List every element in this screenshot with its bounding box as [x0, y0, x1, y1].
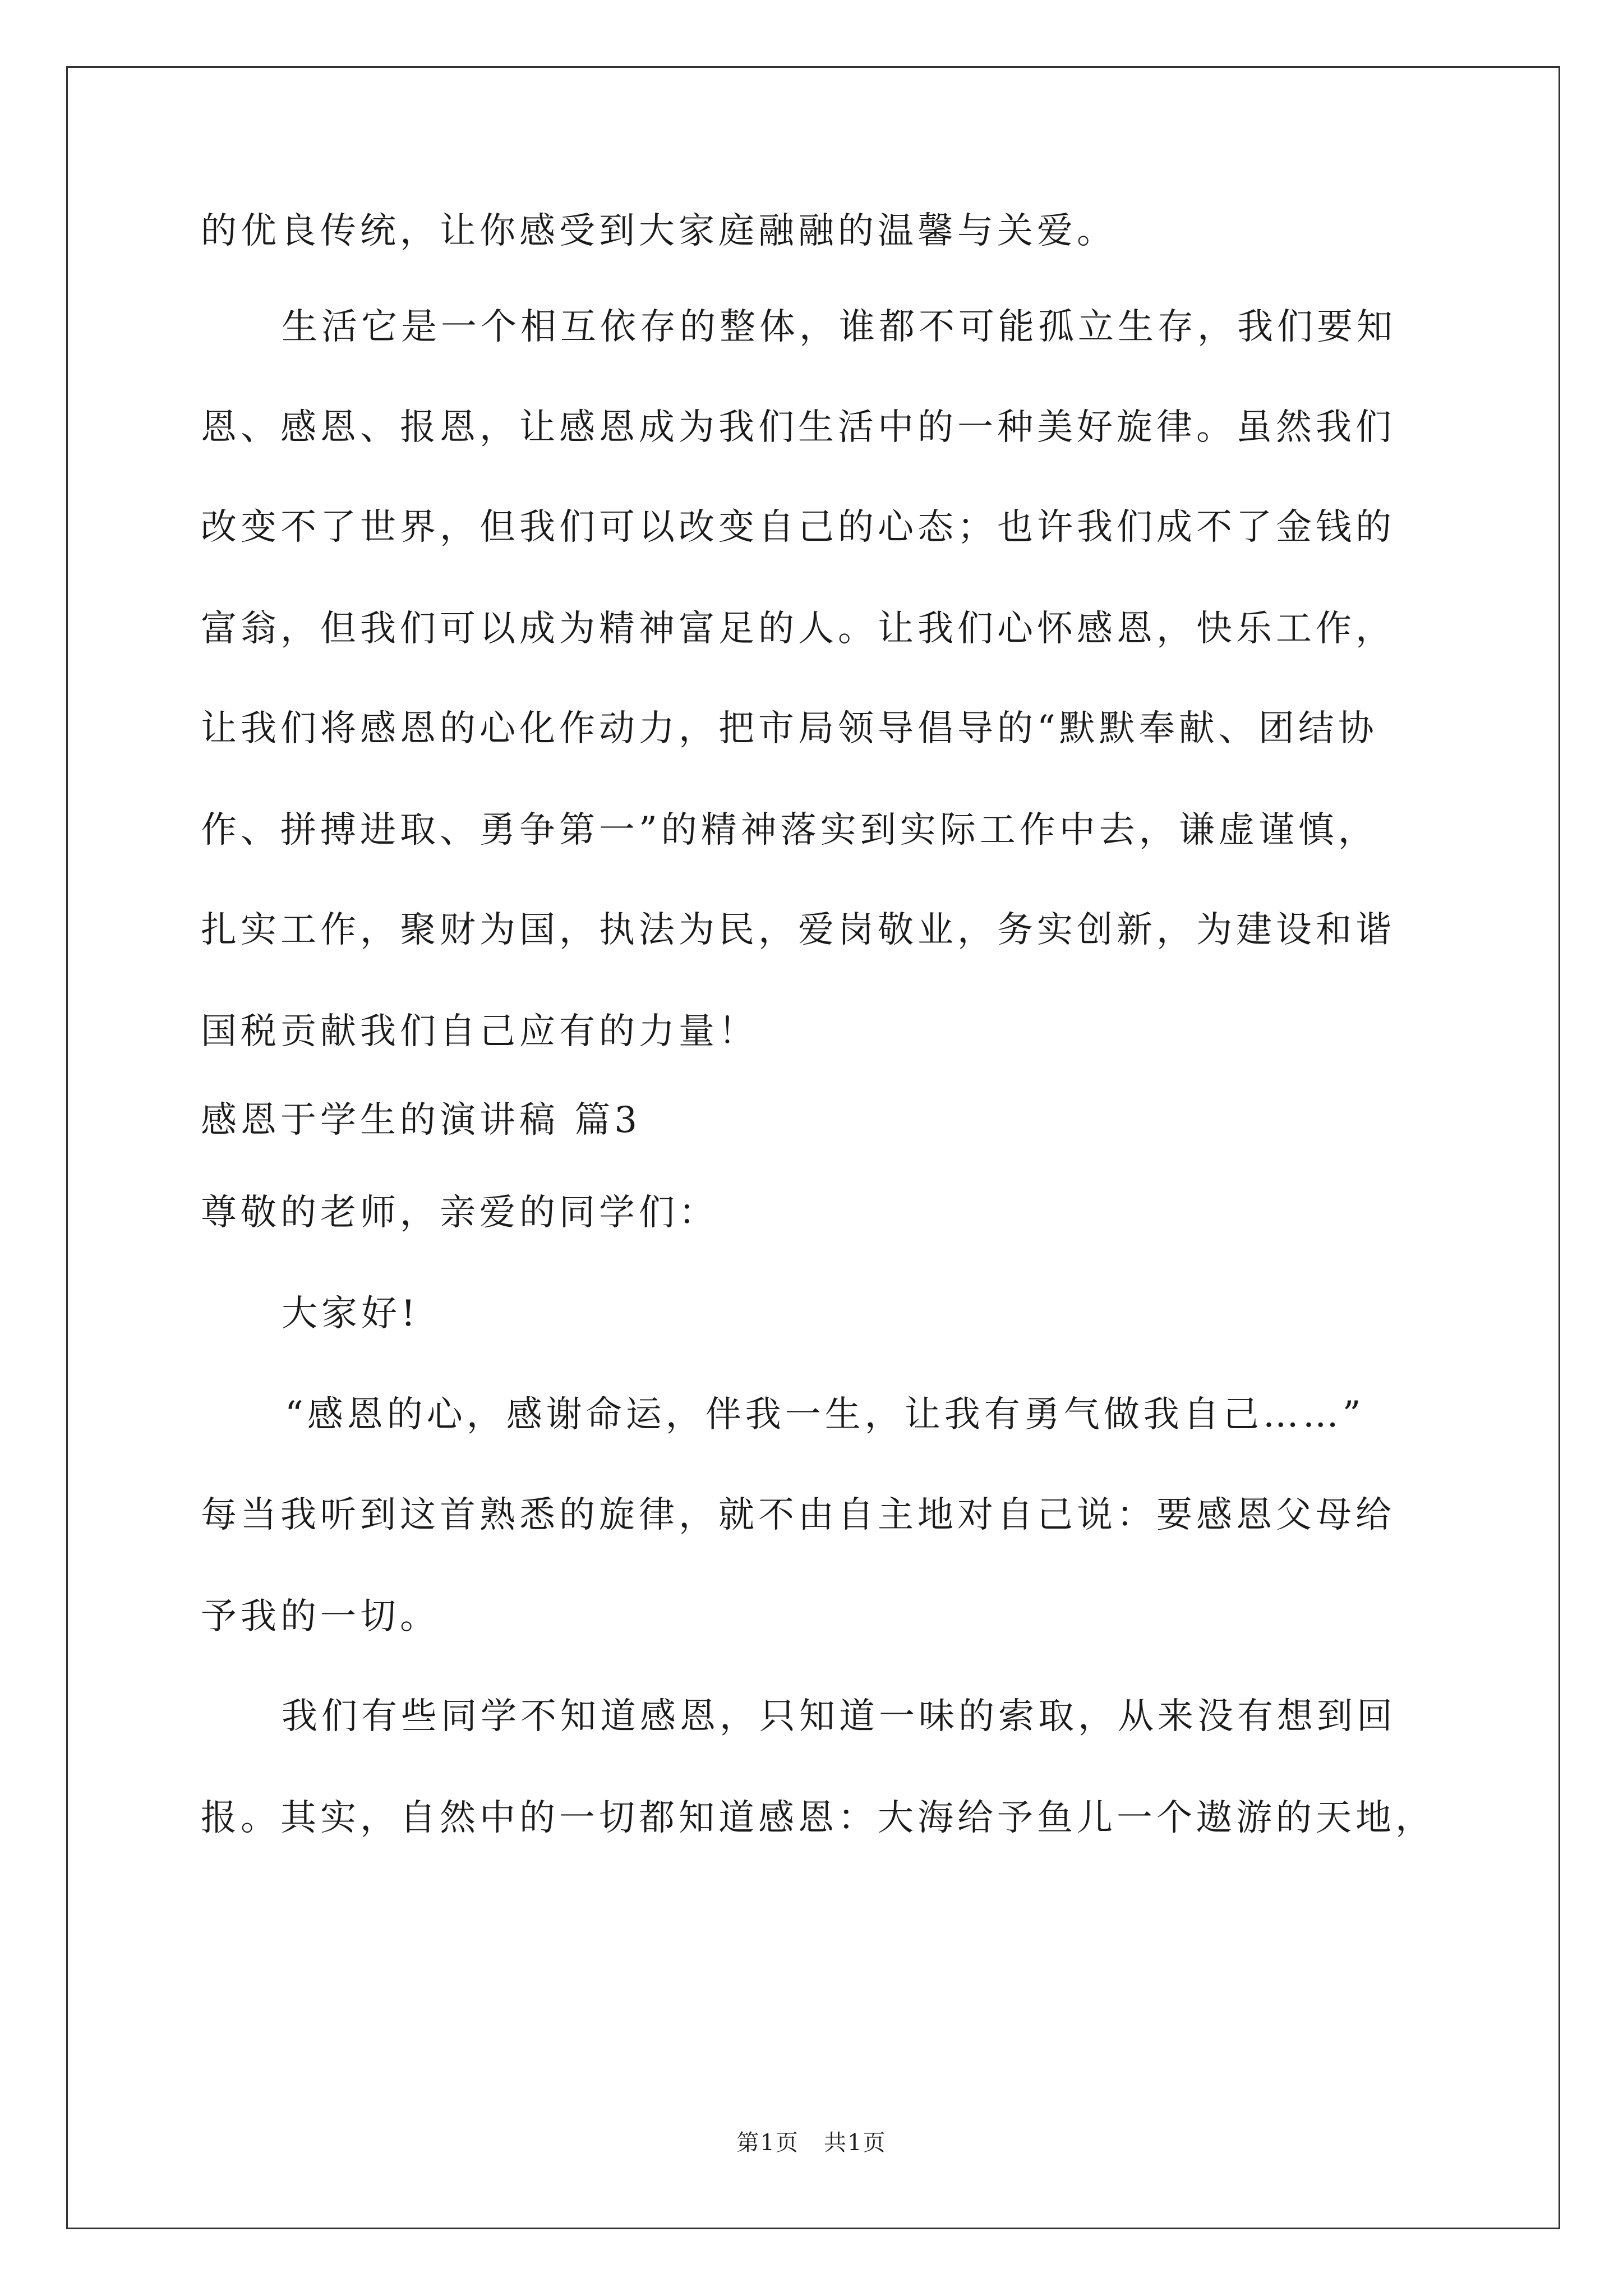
section-heading: 感恩于学生的演讲稿 篇3 [201, 1099, 642, 1141]
paragraph-line: 报。其实，自然中的一切都知道感恩：大海给予鱼儿一个遨游的天地， [201, 1797, 1435, 1839]
paragraph-line: 恩、感恩、报恩，让感恩成为我们生活中的一种美好旋律。虽然我们 [201, 407, 1395, 448]
salutation: 尊敬的老师，亲爱的同学们： [201, 1192, 718, 1234]
paragraph-line: 生活它是一个相互依存的整体，谁都不可能孤立生存，我们要知 [282, 306, 1396, 348]
paragraph-line: 扎实工作，聚财为国，执法为民，爱岗敬业，务实创新，为建设和谐 [201, 909, 1395, 951]
paragraph-line: 让我们将感恩的心化作动力，把市局领导倡导的“默默奉献、团结协 [201, 708, 1378, 749]
paragraph-line: 国税贡献我们自己应有的力量！ [201, 1011, 758, 1052]
page-footer: 第1页 共1页 [736, 2130, 887, 2156]
paragraph-line: 我们有些同学不知道感恩，只知道一味的索取，从来没有想到回 [282, 1696, 1396, 1737]
page-border [66, 66, 1560, 2229]
paragraph-line: 改变不了世界，但我们可以改变自己的心态；也许我们成不了金钱的 [201, 507, 1395, 548]
paragraph-line: 富翁，但我们可以成为精神富足的人。让我们心怀感恩，快乐工作， [201, 608, 1395, 650]
greeting: 大家好! [282, 1293, 419, 1335]
paragraph-line: 予我的一切。 [201, 1596, 440, 1637]
paragraph-line: 每当我听到这首熟悉的旋律，就不由自主地对自己说：要感恩父母给 [201, 1494, 1395, 1536]
quote-line: “感恩的心，感谢命运，伴我一生，让我有勇气做我自己……” [285, 1394, 1365, 1435]
paragraph-line: 作、拼搏进取、勇争第一”的精神落实到实际工作中去，谦虚谨慎， [201, 809, 1378, 851]
paragraph-line: 的优良传统，让你感受到大家庭融融的温馨与关爱。 [201, 210, 1117, 252]
